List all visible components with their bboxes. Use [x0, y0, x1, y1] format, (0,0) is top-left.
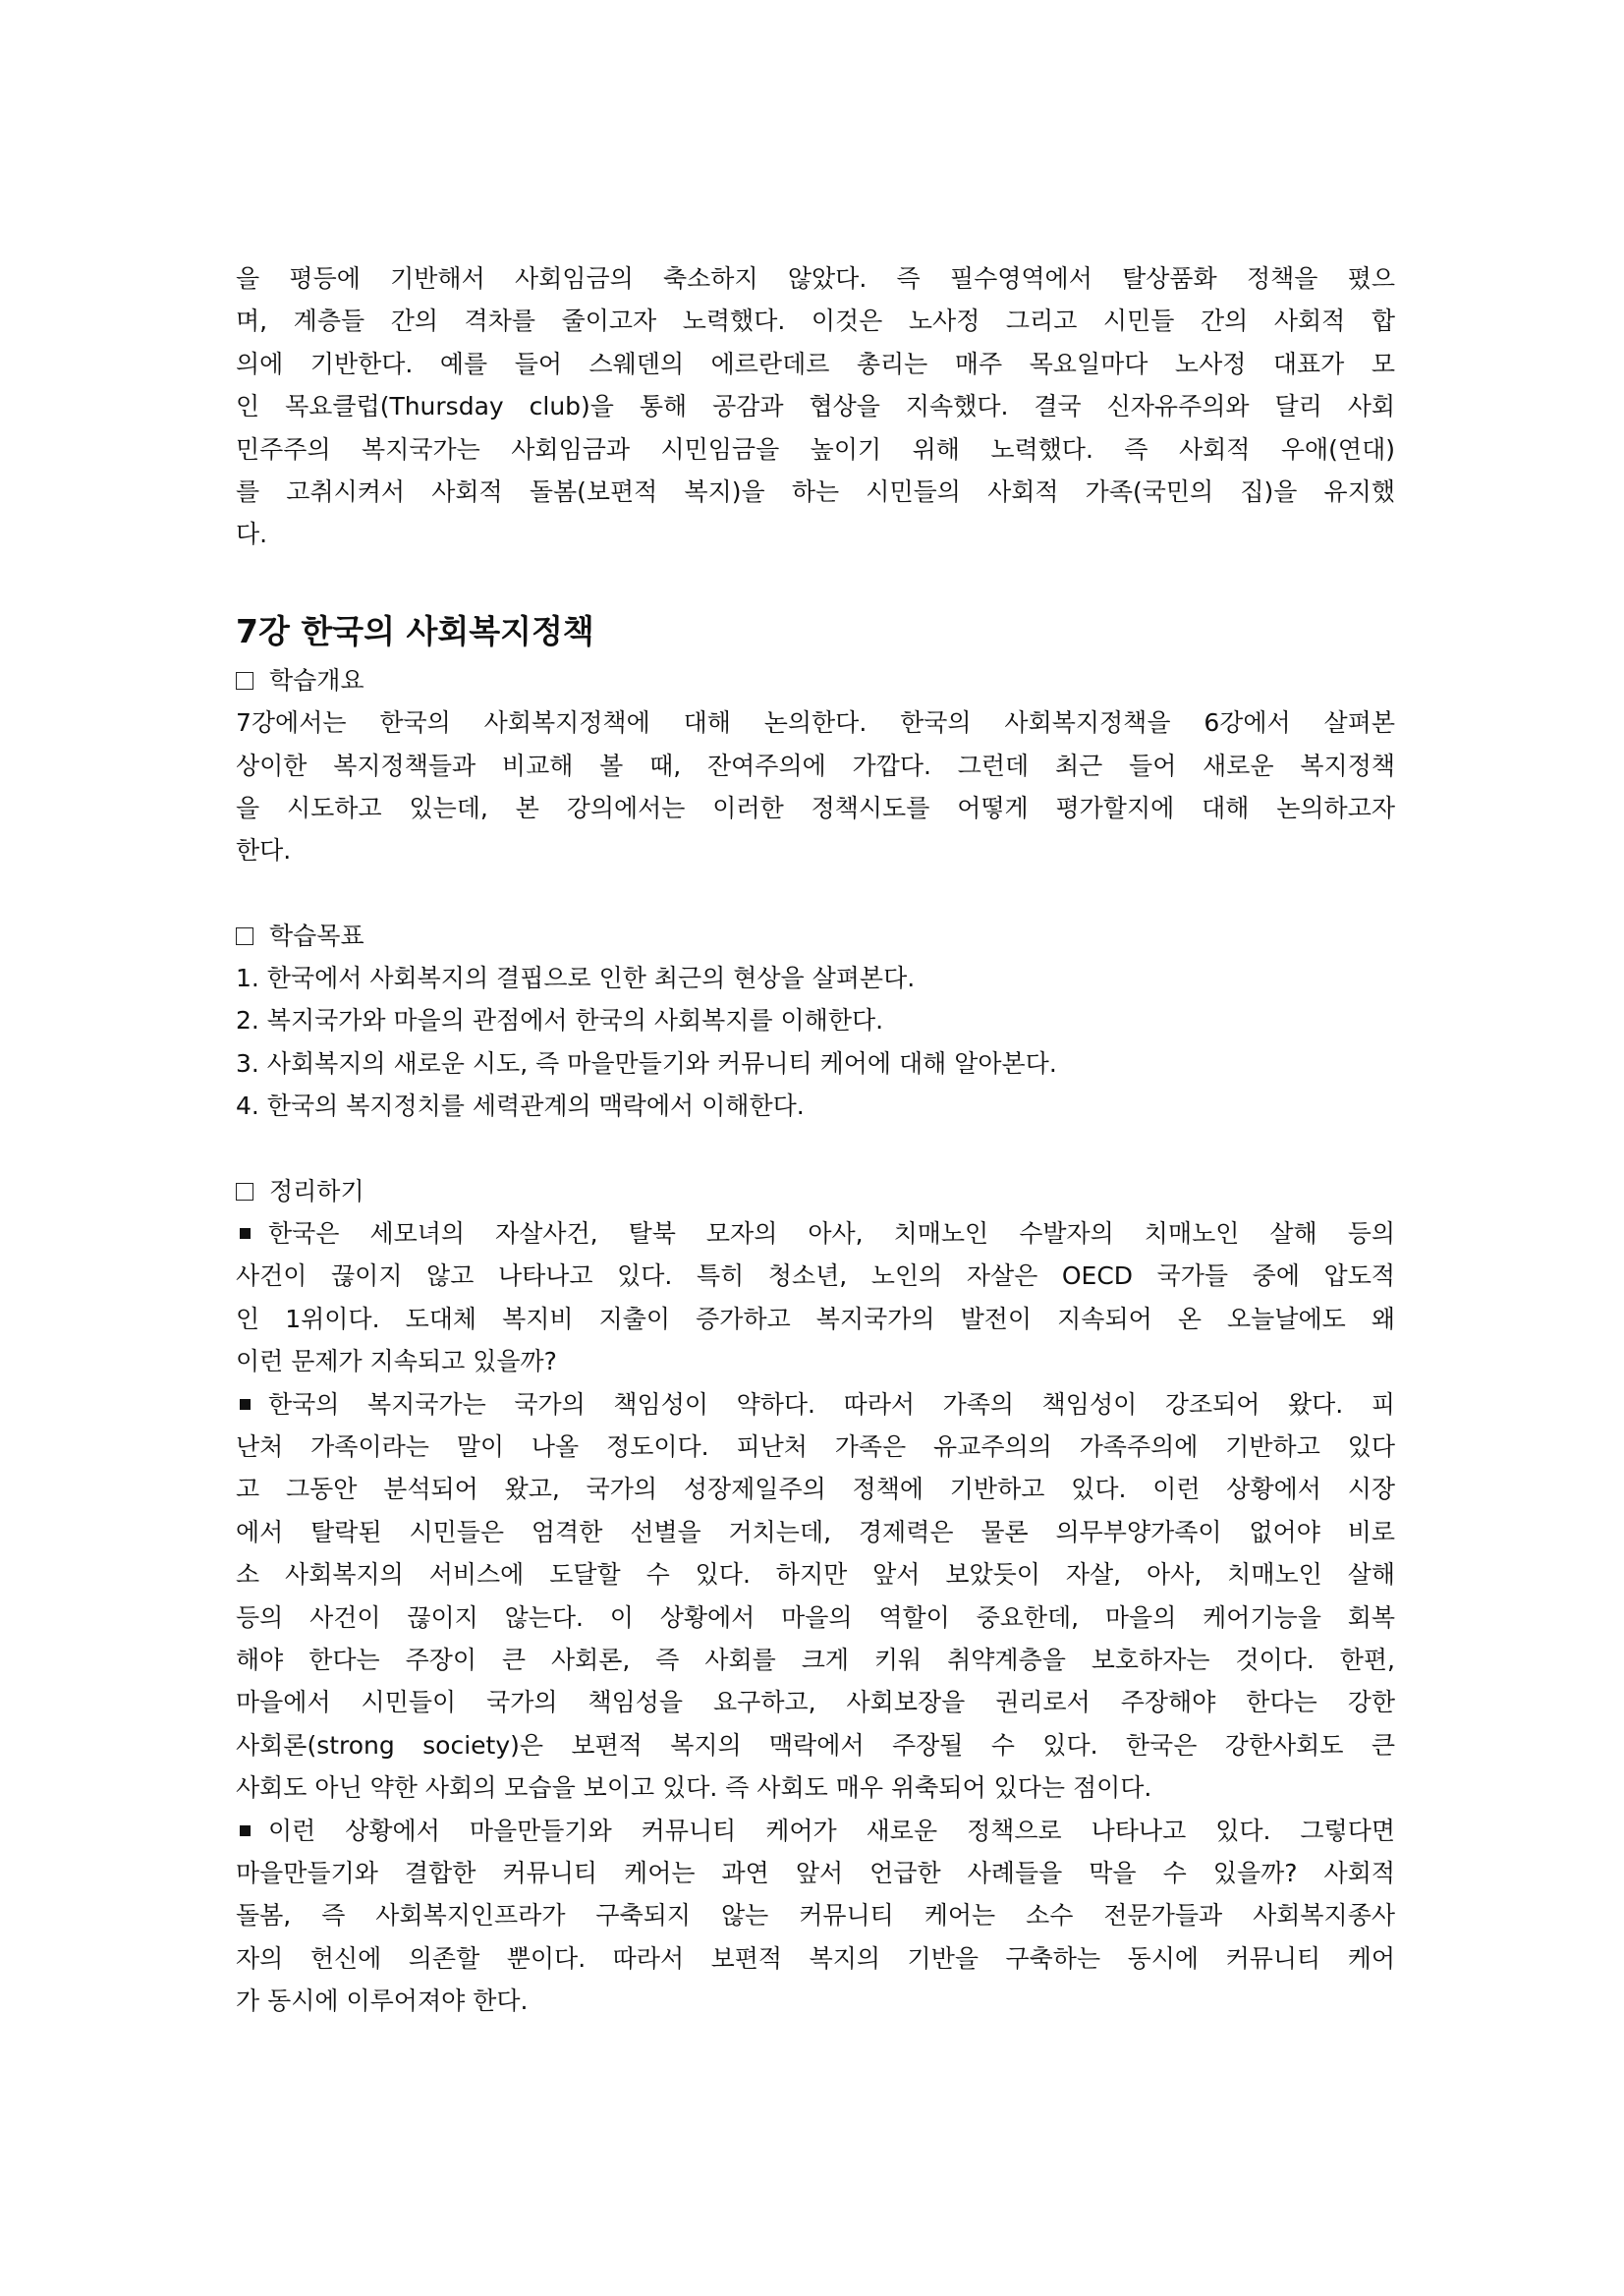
summary-heading [236, 1170, 1395, 1212]
document-page [236, 257, 1395, 2022]
square-bullet-icon [240, 1399, 251, 1410]
overview-heading-label: 학습개요 [269, 665, 364, 695]
objective-item: 3. 사회복지의 새로운 시도, 즉 마을만들기와 커뮤니티 케어에 대해 알아본다. [236, 1048, 1057, 1078]
objective-item: 2. 복지국가와 마을의 관점에서 한국의 사회복지를 이해한다. [236, 1006, 884, 1036]
bullet-line: 돌봄, 즉 사회복지인프라가 구축되지 않는 커뮤니티 케어는 소수 전문가들과 사회복지종사 [236, 1901, 1395, 1931]
bullet-line: 해야 한다는 주장이 큰 사회론, 즉 사회를 크게 키워 취약계층을 보호하자는 것이다. 한편, [236, 1645, 1395, 1674]
bullet-line [236, 1212, 1395, 1255]
bullet-line: 가 동시에 이루어져야 한다. [236, 1987, 529, 2016]
square-bullet-icon [240, 1825, 251, 1836]
overview-line: 한다. [236, 836, 292, 866]
spacer [236, 1128, 1395, 1170]
bullet-line: 마을에서 시민들이 국가의 책임성을 요구하고, 사회보장을 권리로서 주장해야 한다는 강한 [236, 1688, 1395, 1717]
bullet-text: 한국의 복지국가는 국가의 책임성이 약하다. 따라서 가족의 책임성이 강조되어 왔다. 피 [268, 1389, 1395, 1419]
summary-bullet-1 [236, 1212, 1395, 1383]
bullet-line: 에서 탈락된 시민들은 엄격한 선별을 거치는데, 경제력은 물론 의무부양가족이 없어야 비로 [236, 1517, 1395, 1546]
bullet-line: 소 사회복지의 서비스에 도달할 수 있다. 하지만 앞서 보았듯이 자살, 아사, 치매노인 살해 [236, 1560, 1395, 1590]
bullet-line: 사건이 끊이지 않고 나타나고 있다. 특히 청소년, 노인의 자살은 OECD 국가들 중에 압도적 [236, 1261, 1395, 1291]
summary-section [236, 1170, 1395, 2023]
summary-heading-label: 정리하기 [269, 1176, 364, 1205]
bullet-text: 이런 상황에서 마을만들기와 커뮤니티 케어가 새로운 정책으로 나타나고 있다. 그렇다면 [268, 1816, 1395, 1845]
intro-line: 다. [236, 520, 268, 549]
bullet-line: 자의 헌신에 의존할 뿐이다. 따라서 보편적 복지의 기반을 구축하는 동시에 커뮤니티 케어 [236, 1943, 1395, 1973]
checkbox-icon [236, 672, 253, 690]
square-bullet-icon [240, 1228, 251, 1239]
bullet-line: 사회도 아닌 약한 사회의 모습을 보이고 있다. 즉 사회도 매우 위축되어 있다는 점이다. [236, 1773, 1152, 1803]
spacer [236, 556, 1395, 598]
bullet-line: 이런 문제가 지속되고 있을까? [236, 1347, 557, 1376]
objective-item: 1. 한국에서 사회복지의 결핍으로 인한 최근의 현상을 살펴본다. [236, 964, 916, 993]
overview-heading [236, 659, 1395, 701]
intro-line: 의에 기반한다. 예를 들어 스웨덴의 에르란데르 총리는 매주 목요일마다 노사정 대표가 모 [236, 349, 1395, 378]
bullet-line: 인 1위이다. 도대체 복지비 지출이 증가하고 복지국가의 발전이 지속되어 온 오늘날에도 왜 [236, 1304, 1395, 1333]
intro-line: 인 목요클럽(Thursday club)을 통해 공감과 협상을 지속했다. 결국 신자유주의와 달리 사회 [236, 392, 1395, 421]
bullet-line: 마을만들기와 결합한 커뮤니티 케어는 과연 앞서 언급한 사례들을 막을 수 있을까? 사회적 [236, 1858, 1395, 1887]
objectives-heading [236, 915, 1395, 957]
intro-line: 를 고취시켜서 사회적 돌봄(보편적 복지)을 하는 시민들의 사회적 가족(국민의 집)을 유지했 [236, 476, 1395, 506]
bullet-line: 등의 사건이 끊이지 않는다. 이 상황에서 마을의 역할이 중요한데, 마을의 케어기능을 회복 [236, 1602, 1395, 1632]
objectives-heading-label: 학습목표 [269, 921, 364, 950]
overview-section [236, 659, 1395, 872]
checkbox-icon [236, 927, 253, 945]
intro-line: 민주주의 복지국가는 사회임금과 시민임금을 높이기 위해 노력했다. 즉 사회적 우애(연대) [236, 434, 1395, 464]
objective-item: 4. 한국의 복지정치를 세력관계의 맥락에서 이해한다. [236, 1092, 805, 1121]
intro-paragraph [236, 257, 1395, 556]
bullet-line: 난처 가족이라는 말이 나올 정도이다. 피난처 가족은 유교주의의 가족주의에 기반하고 있다 [236, 1431, 1395, 1461]
checkbox-icon [236, 1183, 253, 1201]
bullet-line: 고 그동안 분석되어 왔고, 국가의 성장제일주의 정책에 기반하고 있다. 이런 상황에서 시장 [236, 1475, 1395, 1504]
summary-bullet-3 [236, 1810, 1395, 2023]
bullet-line: 사회론(strong society)은 보편적 복지의 맥락에서 주장될 수 있다. 한국은 강한사회도 큰 [236, 1730, 1395, 1760]
lecture-title: 7강 한국의 사회복지정책 [236, 611, 594, 650]
intro-line: 을 평등에 기반해서 사회임금의 축소하지 않았다. 즉 필수영역에서 탈상품화 정책을 폈으 [236, 264, 1395, 293]
bullet-line [236, 1810, 1395, 1852]
summary-bullet-2 [236, 1383, 1395, 1810]
bullet-text: 한국은 세모녀의 자살사건, 탈북 모자의 아사, 치매노인 수발자의 치매노인 살해 등의 [268, 1219, 1395, 1249]
overview-line: 을 시도하고 있는데, 본 강의에서는 이러한 정책시도를 어떻게 평가할지에 대해 논의하고자 [236, 793, 1395, 822]
bullet-line [236, 1383, 1395, 1426]
spacer [236, 872, 1395, 915]
objectives-section [236, 915, 1395, 1128]
intro-line: 며, 계층들 간의 격차를 줄이고자 노력했다. 이것은 노사정 그리고 시민들 간의 사회적 합 [236, 307, 1395, 336]
overview-line: 상이한 복지정책들과 비교해 볼 때, 잔여주의에 가깝다. 그런데 최근 들어 새로운 복지정책 [236, 751, 1395, 780]
overview-line: 7강에서는 한국의 사회복지정책에 대해 논의한다. 한국의 사회복지정책을 6강에서 살펴본 [236, 708, 1395, 738]
